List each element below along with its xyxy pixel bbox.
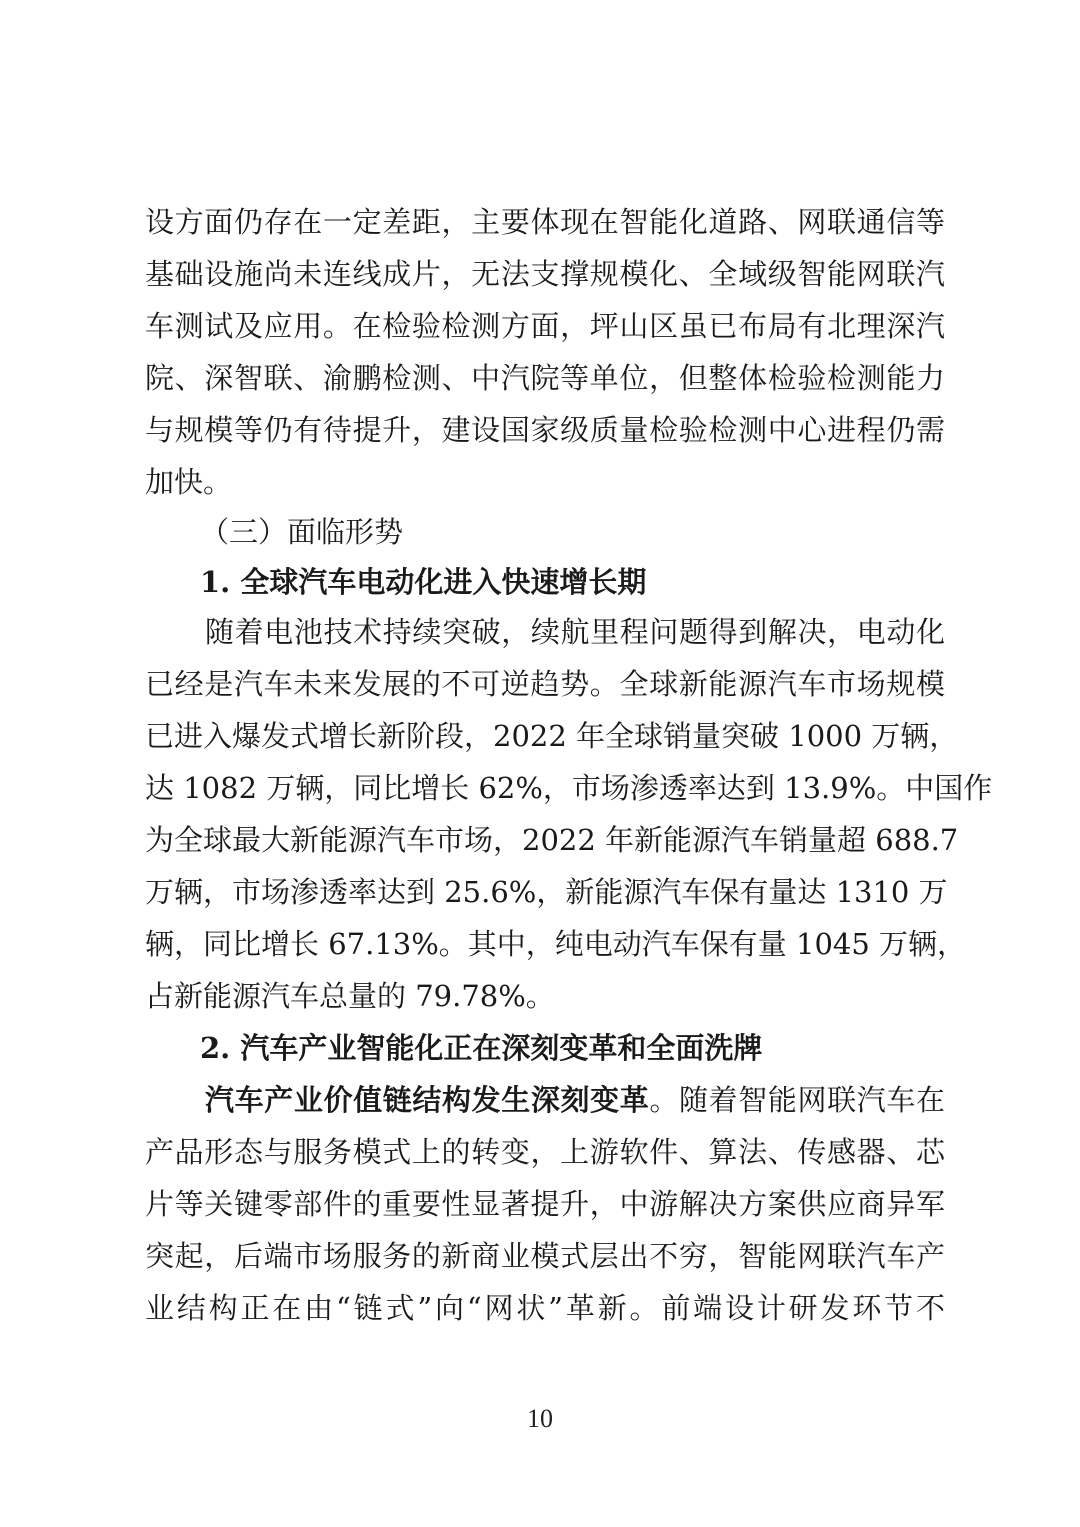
body-text-line bbox=[205, 1080, 945, 1120]
page-number: 10 bbox=[527, 1404, 553, 1433]
body-text-line: 与规模等仍有待提升，建设国家级质量检验检测中心进程仍需 bbox=[145, 413, 945, 447]
section-heading: （三）面临形势 bbox=[200, 515, 404, 549]
body-text-line: 达 1082 万辆，同比增长 62%，市场渗透率达到 13.9%。中国作 bbox=[145, 771, 993, 805]
body-text-line: 为全球最大新能源汽车市场，2022 年新能源汽车销量超 688.7 bbox=[145, 823, 959, 857]
body-text-line: 设方面仍存在一定差距，主要体现在智能化道路、网联通信等 bbox=[145, 205, 945, 239]
lead-rest-text: 。随着智能网联汽车在 bbox=[649, 1083, 945, 1117]
body-text-line: 车测试及应用。在检验检测方面，坪山区虽已布局有北理深汽 bbox=[145, 309, 945, 343]
subsection-heading-2: 2. 汽车产业智能化正在深刻变革和全面洗牌 bbox=[200, 1031, 763, 1065]
body-text-line: 已进入爆发式增长新阶段，2022 年全球销量突破 1000 万辆， bbox=[145, 719, 959, 753]
body-text-line: 随着电池技术持续突破，续航里程问题得到解决，电动化 bbox=[205, 615, 945, 649]
body-text-line: 万辆，市场渗透率达到 25.6%，新能源汽车保有量达 1310 万 bbox=[145, 875, 948, 909]
body-text-line: 片等关键零部件的重要性显著提升，中游解决方案供应商异军 bbox=[145, 1187, 945, 1221]
body-text-line: 加快。 bbox=[145, 465, 233, 499]
body-text-line: 产品形态与服务模式上的转变，上游软件、算法、传感器、芯 bbox=[145, 1135, 945, 1169]
body-text-line: 占新能源汽车总量的 79.78%。 bbox=[145, 979, 555, 1013]
bold-lead-phrase: 汽车产业价值链结构发生深刻变革 bbox=[205, 1083, 650, 1117]
body-text-line: 辆，同比增长 67.13%。其中，纯电动汽车保有量 1045 万辆， bbox=[145, 927, 967, 961]
body-text-line: 院、深智联、渝鹏检测、中汽院等单位，但整体检验检测能力 bbox=[145, 361, 945, 395]
body-text-line: 业结构正在由“链式”向“网状”革新。前端设计研发环节不 bbox=[145, 1291, 945, 1325]
subsection-heading-1: 1. 全球汽车电动化进入快速增长期 bbox=[200, 565, 647, 599]
body-text-line: 突起，后端市场服务的新商业模式层出不穷，智能网联汽车产 bbox=[145, 1239, 945, 1273]
body-text-line: 基础设施尚未连线成片，无法支撑规模化、全域级智能网联汽 bbox=[145, 257, 945, 291]
body-text-line: 已经是汽车未来发展的不可逆趋势。全球新能源汽车市场规模 bbox=[145, 667, 945, 701]
